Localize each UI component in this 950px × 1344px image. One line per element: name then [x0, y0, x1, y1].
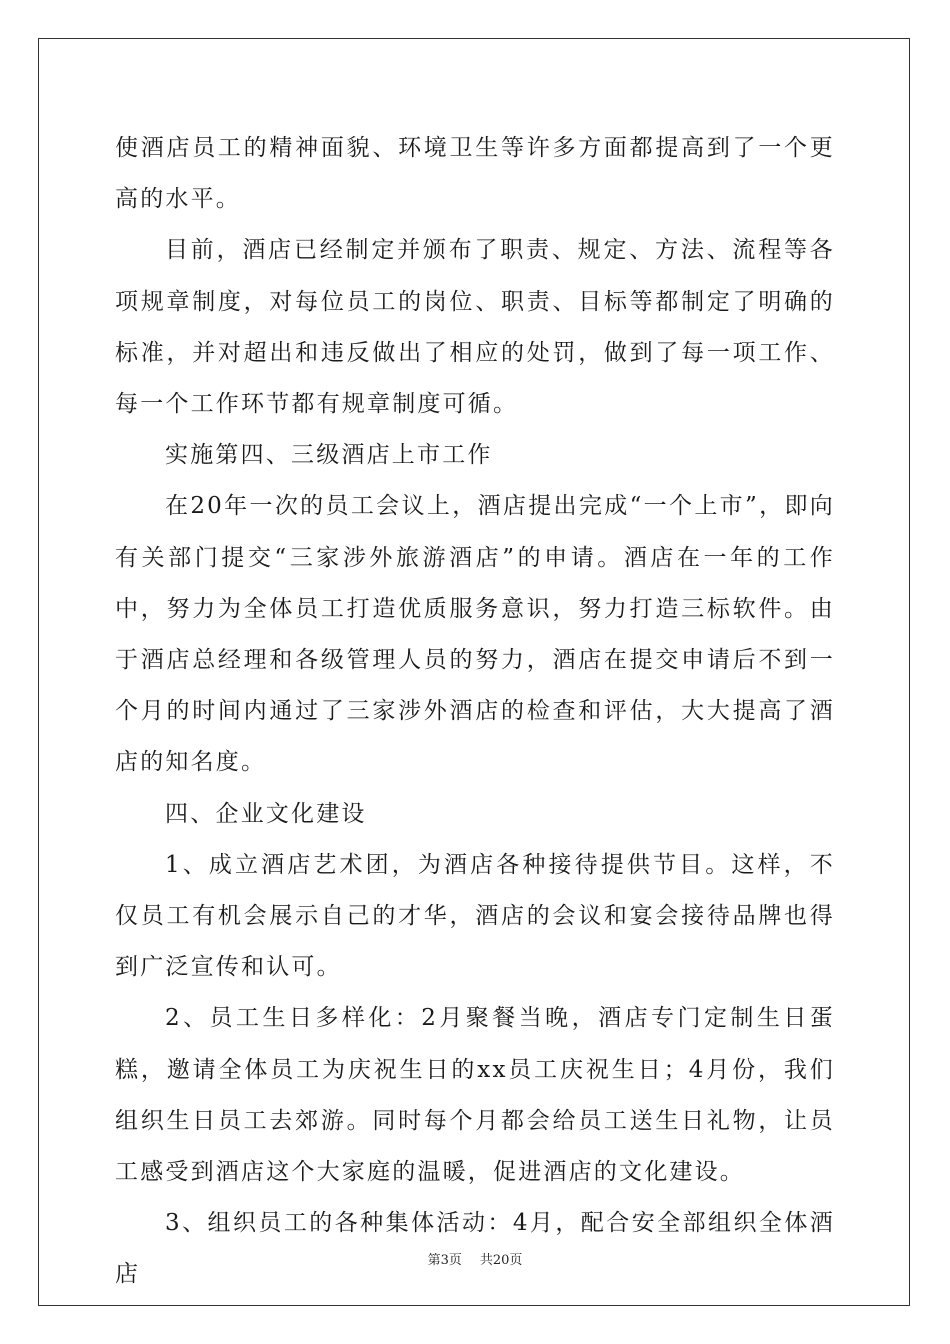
- paragraph: 在20年一次的员工会议上，酒店提出完成“一个上市”，即向有关部门提交“三家涉外旅游酒店”的申请。酒店在一年的工作中，努力为全体员工打造优质服务意识，努力打造三标软件。由于酒店总经理和各级管理人员的努力，酒店在提交申请后不到一个月的时间内通过了三家涉外酒店的检查和评估，大大提高了酒店的知名度。: [115, 493, 835, 776]
- section-heading: 四、企业文化建设: [165, 800, 367, 827]
- page-total: 共20页: [479, 1253, 523, 1268]
- section-heading: 实施第四、三级酒店上市工作: [165, 442, 493, 469]
- list-item: 2、员工生日多样化：2月聚餐当晚，酒店专门定制生日蛋糕，邀请全体员工为庆祝生日的xx员工庆祝生日；4月份，我们组织生日员工去郊游。同时每个月都会给员工送生日礼物，让员工感受到酒店这个大家庭的温暖，促进酒店的文化建设。: [115, 1005, 835, 1186]
- list-item: 1、成立酒店艺术团，为酒店各种接待提供节目。这样，不仅员工有机会展示自己的才华，酒店的会议和宴会接待品牌也得到广泛宣传和认可。: [115, 851, 835, 981]
- page-footer: [0, 1249, 950, 1268]
- page-number: 第3页: [427, 1253, 462, 1268]
- document-body: [115, 123, 835, 1301]
- paragraph: 使酒店员工的精神面貌、环境卫生等许多方面都提高到了一个更高的水平。: [115, 135, 835, 213]
- list-item: 3、组织员工的各种集体活动：4月，配合安全部组织全体酒店: [115, 1210, 835, 1288]
- paragraph: 目前，酒店已经制定并颁布了职责、规定、方法、流程等各项规章制度，对每位员工的岗位、职责、目标等都制定了明确的标准，并对超出和违反做出了相应的处罚，做到了每一项工作、每一个工作环节都有规章制度可循。: [115, 237, 835, 418]
